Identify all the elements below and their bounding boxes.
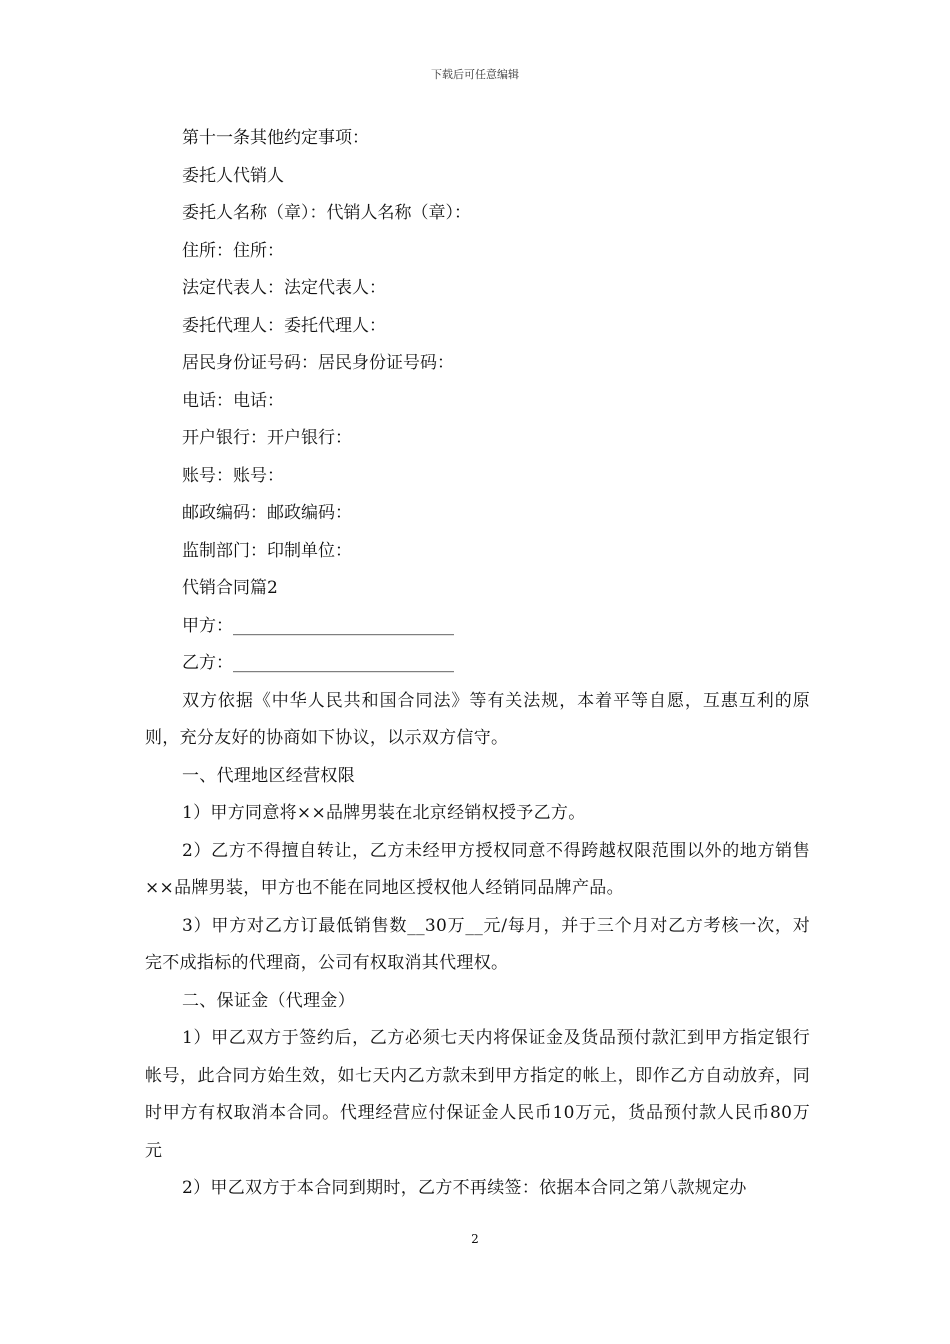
signatory-parties-line: 委托人代销人 (182, 165, 284, 186)
clause-2-2: 2）甲乙双方于本合同到期时，乙方不再续签：依据本合同之第八款规定办 (182, 1178, 747, 1198)
page-number: 2 (471, 1232, 479, 1246)
clause-1-1: 1）甲方同意将××品牌男装在北京经销权授予乙方。 (182, 803, 586, 823)
clause-2-1: 1）甲乙双方于签约后，乙方必须七天内将保证金及货品预付款汇到甲方指定银行帐号，此合同方始生效，如七天内乙方款未到甲方指定的帐上，即作乙方自动放弃，同时甲方有权取消本合同。代理经营应付保证金人民币10万元，货品预付款人民币80万元 (145, 1028, 810, 1161)
phone-line: 电话：电话： (182, 390, 284, 411)
preamble-paragraph: 双方依据《中华人民共和国合同法》等有关法规，本着平等自愿，互惠互利的原则，充分友好的协商如下协议，以示双方信守。 (145, 690, 810, 748)
party-name-line: 委托人名称（章）：代销人名称（章）： (182, 203, 471, 223)
document-body (145, 120, 810, 1208)
agent-line: 委托代理人：委托代理人： (182, 315, 386, 336)
bank-line: 开户银行：开户银行： (182, 428, 352, 448)
id-number-line: 居民身份证号码：居民身份证号码： (182, 353, 454, 373)
article-eleven-heading: 第十一条其他约定事项： (182, 128, 369, 148)
postal-code-line: 邮政编码：邮政编码： (182, 503, 352, 523)
address-line: 住所：住所： (182, 240, 284, 261)
clause-1-2: 2）乙方不得擅自转让，乙方未经甲方授权同意不得跨越权限范围以外的地方销售××品牌男装，甲方也不能在同地区授权他人经销同品牌产品。 (145, 840, 810, 898)
party-b-line: 乙方：__________________________ (182, 653, 454, 673)
page-header: 下载后可任意编辑 (431, 68, 519, 81)
legal-rep-line: 法定代表人：法定代表人： (182, 278, 386, 298)
clause-1-3: 3）甲方对乙方订最低销售数__30万__元/每月，并于三个月对乙方考核一次，对完不成指标的代理商，公司有权取消其代理权。 (145, 915, 810, 973)
section-two-heading: 二、保证金（代理金） (182, 990, 355, 1011)
party-a-line: 甲方：__________________________ (182, 615, 454, 636)
account-line: 账号：账号： (182, 465, 284, 486)
section-one-heading: 一、代理地区经营权限 (182, 765, 355, 786)
contract-2-title: 代销合同篇2 (182, 578, 278, 598)
supervisor-printer-line: 监制部门：印制单位： (182, 540, 352, 561)
